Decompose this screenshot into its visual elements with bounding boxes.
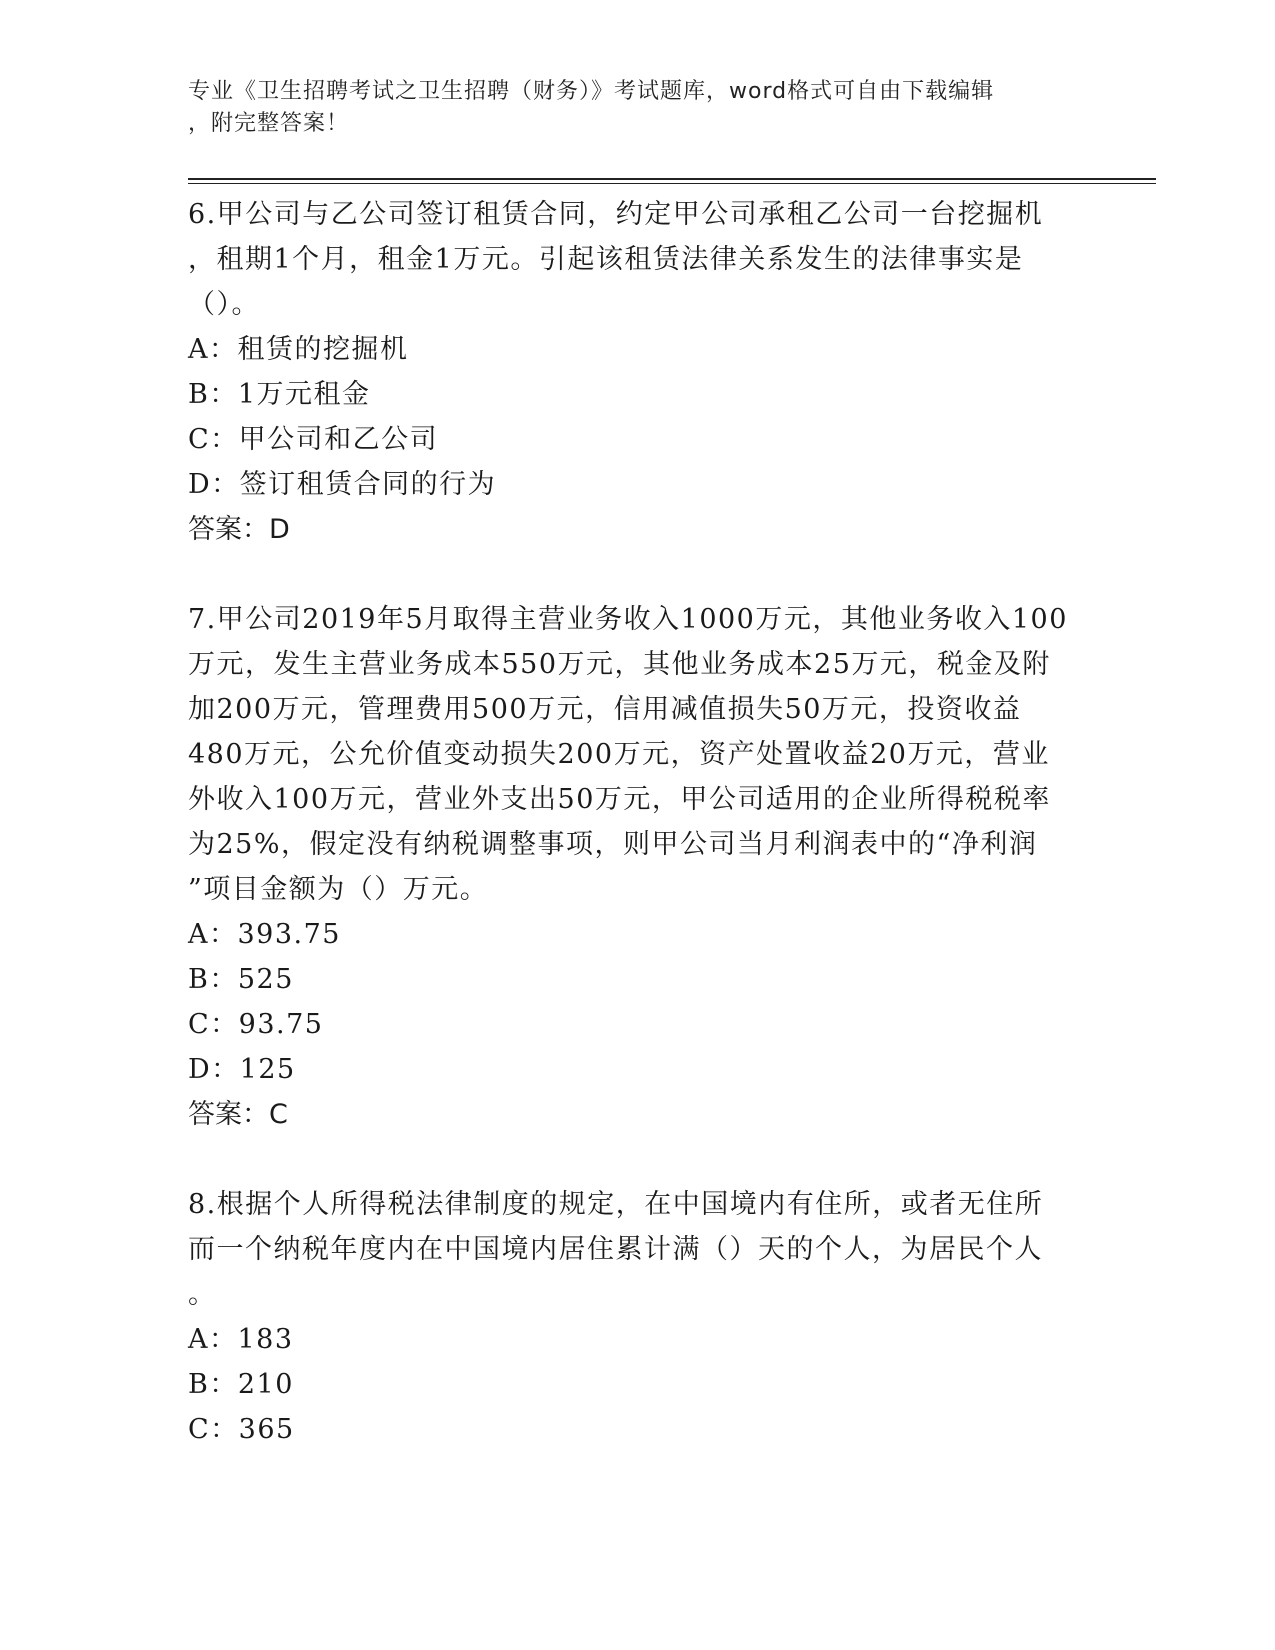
option-a: A：租赁的挖掘机 — [188, 334, 409, 365]
answer-label: 答案：D — [188, 514, 290, 545]
question-stem-line: 7.甲公司2019年5月取得主营业务收入1000万元，其他业务收入100 — [188, 604, 1068, 635]
option-d: D：125 — [188, 1054, 296, 1085]
question-6 — [188, 192, 1088, 552]
question-stem-line: 480万元，公允价值变动损失200万元，资产处置收益20万元，营业 — [188, 739, 1050, 770]
question-stem-line: 外收入100万元，营业外支出50万元，甲公司适用的企业所得税税率 — [188, 784, 1051, 815]
option-b: B：1万元租金 — [188, 379, 371, 410]
question-stem-line: ，租期1个月，租金1万元。引起该租赁法律关系发生的法律事实是 — [188, 244, 1024, 275]
question-spacer — [188, 1137, 1088, 1182]
question-stem-line: ”项目金额为（）万元。 — [188, 874, 489, 905]
document-header — [188, 76, 1068, 140]
question-stem-line: （）。 — [188, 289, 260, 320]
option-a: A：183 — [188, 1324, 294, 1355]
question-stem-line: 加200万元，管理费用500万元，信用减值损失50万元，投资收益 — [188, 694, 1022, 725]
question-stem-line: 为25%，假定没有纳税调整事项，则甲公司当月利润表中的“净利润 — [188, 829, 1038, 860]
option-a: A：393.75 — [188, 919, 341, 950]
answer-label: 答案：C — [188, 1099, 288, 1130]
question-stem-line: 8.根据个人所得税法律制度的规定，在中国境内有住所，或者无住所 — [188, 1189, 1044, 1220]
option-c: C：93.75 — [188, 1009, 324, 1040]
option-b: B：210 — [188, 1369, 294, 1400]
question-8 — [188, 1182, 1088, 1452]
option-c: C：甲公司和乙公司 — [188, 424, 439, 455]
question-7 — [188, 597, 1088, 1137]
option-c: C：365 — [188, 1414, 295, 1445]
option-b: B：525 — [188, 964, 294, 995]
question-stem-line: 6.甲公司与乙公司签订租赁合同，约定甲公司承租乙公司一台挖掘机 — [188, 199, 1044, 230]
header-line-1: 专业《卫生招聘考试之卫生招聘（财务）》考试题库，word格式可自由下载编辑 — [188, 79, 995, 104]
option-d: D：签订租赁合同的行为 — [188, 469, 497, 500]
question-stem-line: 而一个纳税年度内在中国境内居住累计满（）天的个人，为居民个人 — [188, 1234, 1043, 1265]
question-list — [188, 192, 1088, 1452]
question-spacer — [188, 552, 1088, 597]
header-divider-thick — [188, 178, 1156, 180]
question-stem-line: 万元，发生主营业务成本550万元，其他业务成本25万元，税金及附 — [188, 649, 1051, 680]
header-divider-thin — [188, 183, 1156, 184]
question-stem-line: 。 — [188, 1279, 217, 1310]
header-line-2: ，附完整答案！ — [188, 111, 350, 136]
